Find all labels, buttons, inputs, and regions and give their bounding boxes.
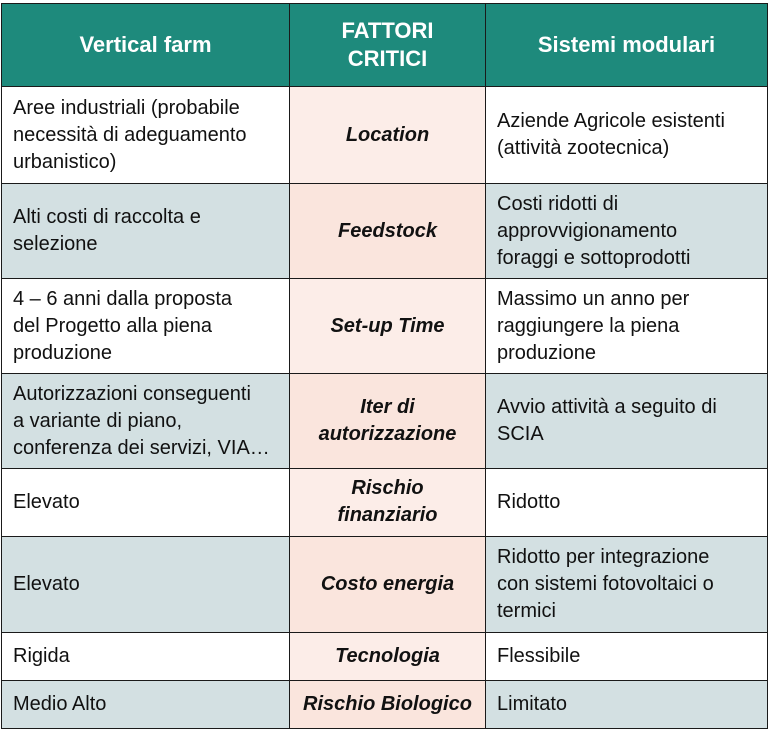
cell-modular-system <box>486 374 768 468</box>
cell-modular-system <box>486 632 768 680</box>
cell-modular-system-line: foraggi e sottoprodotti <box>497 246 691 269</box>
cell-modular-system-line: Avvio attività a seguito di <box>497 396 717 419</box>
cell-critical-factor <box>290 468 486 536</box>
table-row <box>2 87 768 184</box>
cell-critical-factor <box>290 278 486 373</box>
cell-modular-system-line: Costi ridotti di <box>497 192 619 215</box>
cell-modular-system <box>486 184 768 278</box>
header-fattori-critici <box>290 4 486 87</box>
cell-vertical-farm-line: conferenza dei servizi, VIA… <box>13 436 270 459</box>
cell-vertical-farm-line: Elevato <box>13 490 80 513</box>
cell-modular-system-line: Massimo un anno per <box>497 287 690 310</box>
cell-modular-system <box>486 87 768 184</box>
cell-vertical-farm <box>2 374 290 468</box>
cell-critical-factor-line: autorizzazione <box>318 423 457 446</box>
cell-modular-system-line: Ridotto <box>497 490 561 513</box>
cell-vertical-farm-line: Medio Alto <box>13 692 107 715</box>
cell-critical-factor-line: finanziario <box>337 504 438 527</box>
cell-modular-system-line: Flessibile <box>497 644 581 667</box>
cell-modular-system <box>486 278 768 373</box>
header-vertical-farm: Vertical farm <box>2 4 290 87</box>
cell-vertical-farm-line: Rigida <box>13 644 70 667</box>
table-row <box>2 184 768 278</box>
header-sistemi-modulari: Sistemi modulari <box>486 4 768 87</box>
cell-critical-factor-line: Costo energia <box>320 572 455 595</box>
cell-critical-factor-line: Tecnologia <box>335 644 440 667</box>
cell-modular-system-line: Limitato <box>497 692 568 715</box>
cell-modular-system-line: Aziende Agricole esistenti <box>497 110 725 133</box>
table-row <box>2 537 768 632</box>
cell-vertical-farm-line: urbanistico) <box>13 150 117 173</box>
cell-vertical-farm-line: produzione <box>13 341 112 364</box>
cell-vertical-farm <box>2 680 290 728</box>
cell-vertical-farm <box>2 537 290 632</box>
cell-modular-system <box>486 680 768 728</box>
cell-critical-factor-line: Feedstock <box>338 219 437 242</box>
cell-vertical-farm-line: 4 – 6 anni dalla proposta <box>13 287 233 310</box>
cell-vertical-farm <box>2 632 290 680</box>
cell-vertical-farm-line: Aree industriali (probabile <box>13 96 240 119</box>
cell-critical-factor-line: Iter di <box>360 396 415 419</box>
cell-modular-system-line: termici <box>497 599 556 622</box>
cell-modular-system-line: produzione <box>497 341 596 364</box>
header-fattori-line2: CRITICI <box>347 46 428 71</box>
table-row <box>2 680 768 728</box>
cell-critical-factor-line: Rischio <box>351 477 424 500</box>
cell-critical-factor <box>290 87 486 184</box>
cell-vertical-farm <box>2 184 290 278</box>
header-fattori-line1: FATTORI <box>341 18 434 43</box>
header-row <box>2 4 768 87</box>
comparison-table <box>1 3 768 729</box>
cell-critical-factor <box>290 374 486 468</box>
cell-modular-system-line: con sistemi fotovoltaici o <box>497 572 714 595</box>
cell-modular-system-line: (attività zootecnica) <box>497 137 670 160</box>
cell-critical-factor <box>290 680 486 728</box>
cell-vertical-farm-line: Autorizzazioni conseguenti <box>13 382 251 405</box>
cell-vertical-farm-line: selezione <box>13 233 98 256</box>
cell-modular-system <box>486 468 768 536</box>
cell-critical-factor <box>290 184 486 278</box>
cell-critical-factor <box>290 537 486 632</box>
cell-critical-factor-line: Location <box>345 123 430 146</box>
cell-vertical-farm <box>2 468 290 536</box>
table-row <box>2 278 768 373</box>
cell-vertical-farm <box>2 87 290 184</box>
cell-modular-system-line: raggiungere la piena <box>497 314 680 337</box>
cell-modular-system-line: approvvigionamento <box>497 219 678 242</box>
cell-vertical-farm-line: necessità di adeguamento <box>13 123 247 146</box>
cell-vertical-farm-line: Elevato <box>13 572 80 595</box>
cell-vertical-farm-line: a variante di piano, <box>13 409 183 432</box>
table-row <box>2 374 768 468</box>
cell-modular-system-line: SCIA <box>497 423 544 446</box>
cell-vertical-farm-line: del Progetto alla piena <box>13 314 213 337</box>
table-row <box>2 632 768 680</box>
cell-critical-factor-line: Rischio Biologico <box>303 692 472 715</box>
table-row <box>2 468 768 536</box>
cell-modular-system-line: Ridotto per integrazione <box>497 545 710 568</box>
cell-vertical-farm-line: Alti costi di raccolta e <box>13 206 201 229</box>
cell-critical-factor <box>290 632 486 680</box>
cell-modular-system <box>486 537 768 632</box>
cell-critical-factor-line: Set-up Time <box>330 314 445 337</box>
cell-vertical-farm <box>2 278 290 373</box>
